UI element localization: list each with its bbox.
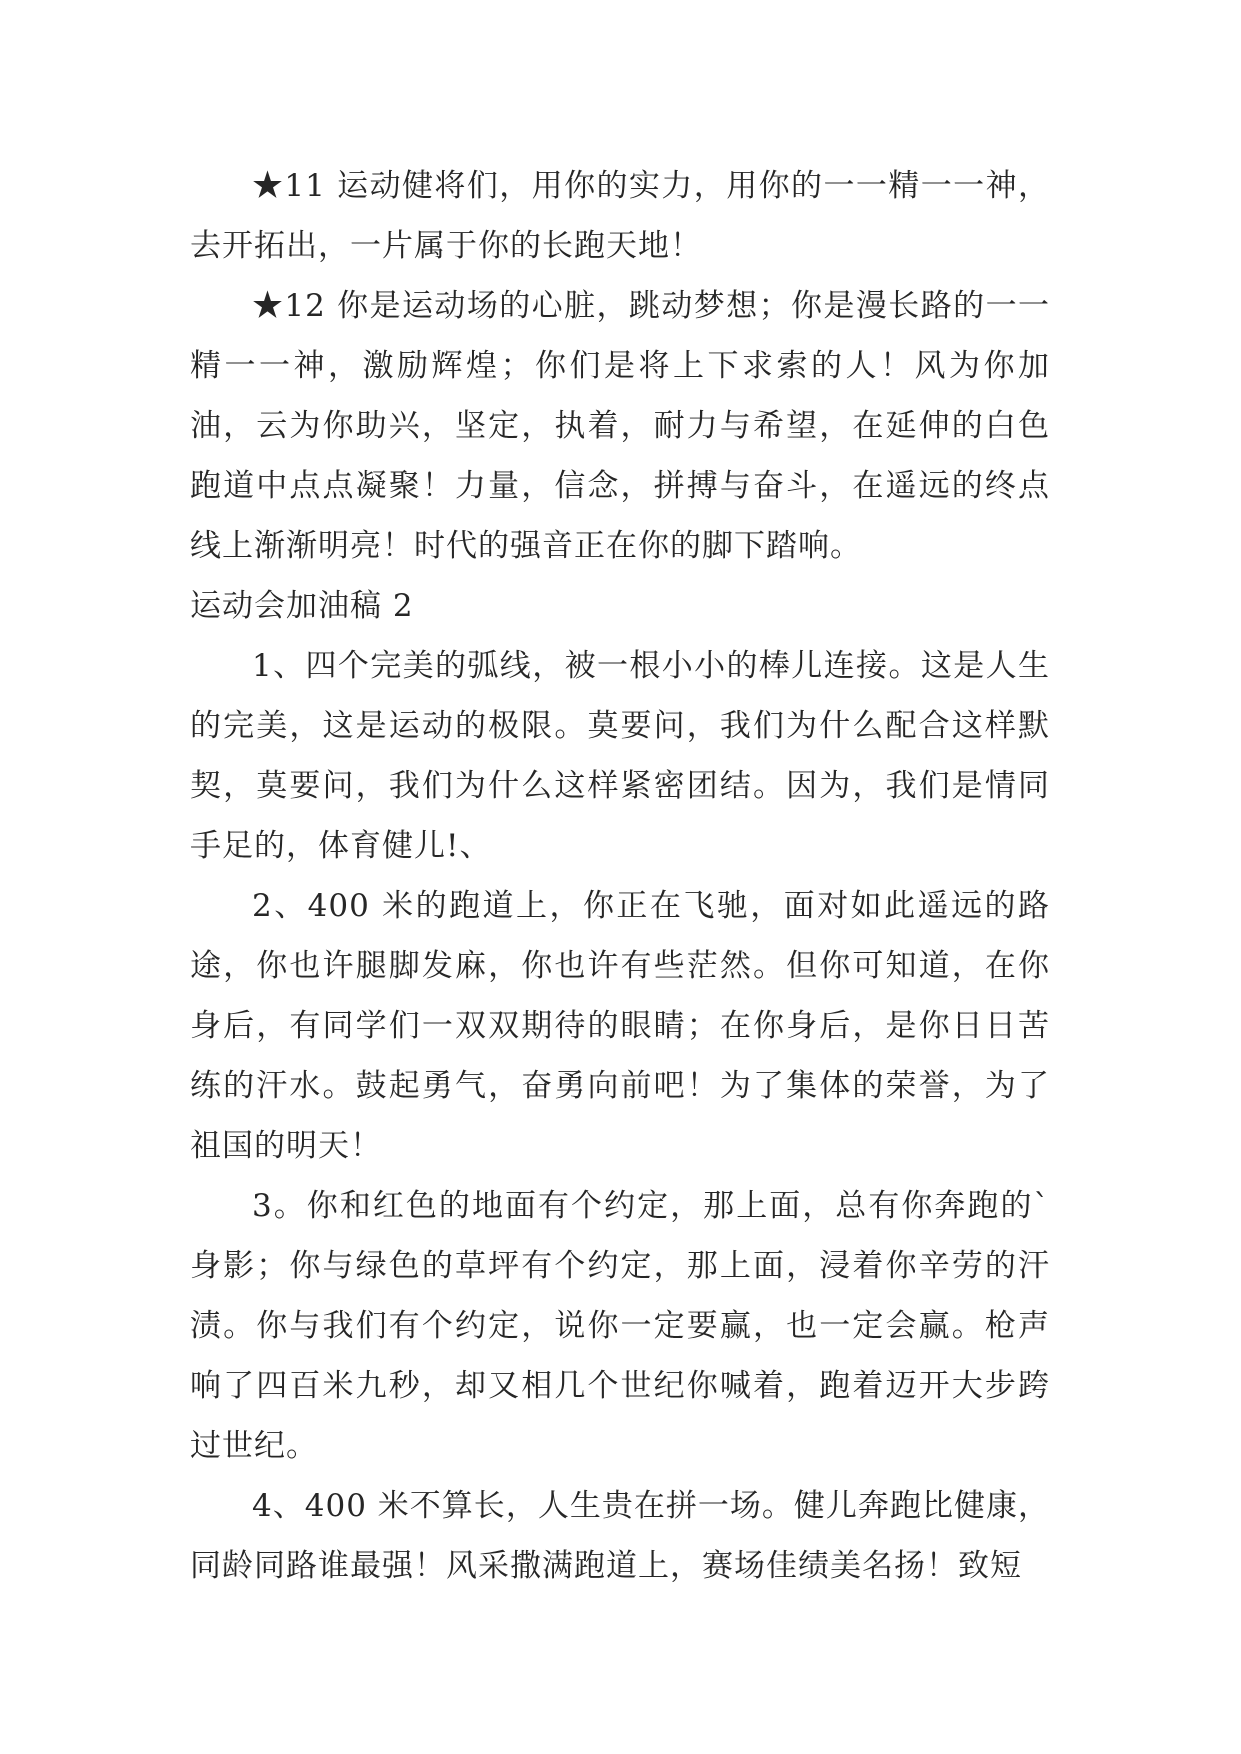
section-heading: 运动会加油稿 2	[190, 588, 414, 624]
paragraph-item-2: 2、400 米的跑道上，你正在飞驰，面对如此遥远的路途，你也许腿脚发麻，你也许有些茫然。但你可知道，在你身后，有同学们一双双期待的眼睛；在你身后，是你日日苦练的汗水。鼓起勇气，奋勇向前吧！为了集体的荣誉，为了祖国的明天！	[190, 888, 1050, 1164]
paragraph-item-1: 1、四个完美的弧线，被一根小小的棒儿连接。这是人生的完美，这是运动的极限。莫要问，我们为什么配合这样默契，莫要问，我们为什么这样紧密团结。因为，我们是情同手足的，体育健儿!、	[190, 648, 1050, 864]
paragraph-item-3: 3。你和红色的地面有个约定，那上面，总有你奔跑的`身影；你与绿色的草坪有个约定，那上面，浸着你辛劳的汗渍。你与我们有个约定，说你一定要赢，也一定会赢。枪声响了四百米九秒，却又相几个世纪你喊着，跑着迈开大步跨过世纪。	[190, 1188, 1050, 1464]
paragraph-item-4: 4、400 米不算长，人生贵在拼一场。健儿奔跑比健康，同龄同路谁最强！风采撒满跑道上，赛场佳绩美名扬！致短	[190, 1488, 1050, 1584]
document-page	[190, 156, 1050, 1596]
paragraph-11: ★11 运动健将们，用你的实力，用你的一一精一一神，去开拓出，一片属于你的长跑天地！	[190, 168, 1050, 264]
paragraph-12: ★12 你是运动场的心脏，跳动梦想；你是漫长路的一一精一一神，激励辉煌；你们是将上下求索的人！风为你加油，云为你助兴，坚定，执着，耐力与希望，在延伸的白色跑道中点点凝聚！力量，信念，拼搏与奋斗，在遥远的终点线上渐渐明亮！时代的强音正在你的脚下踏响。	[190, 288, 1050, 564]
